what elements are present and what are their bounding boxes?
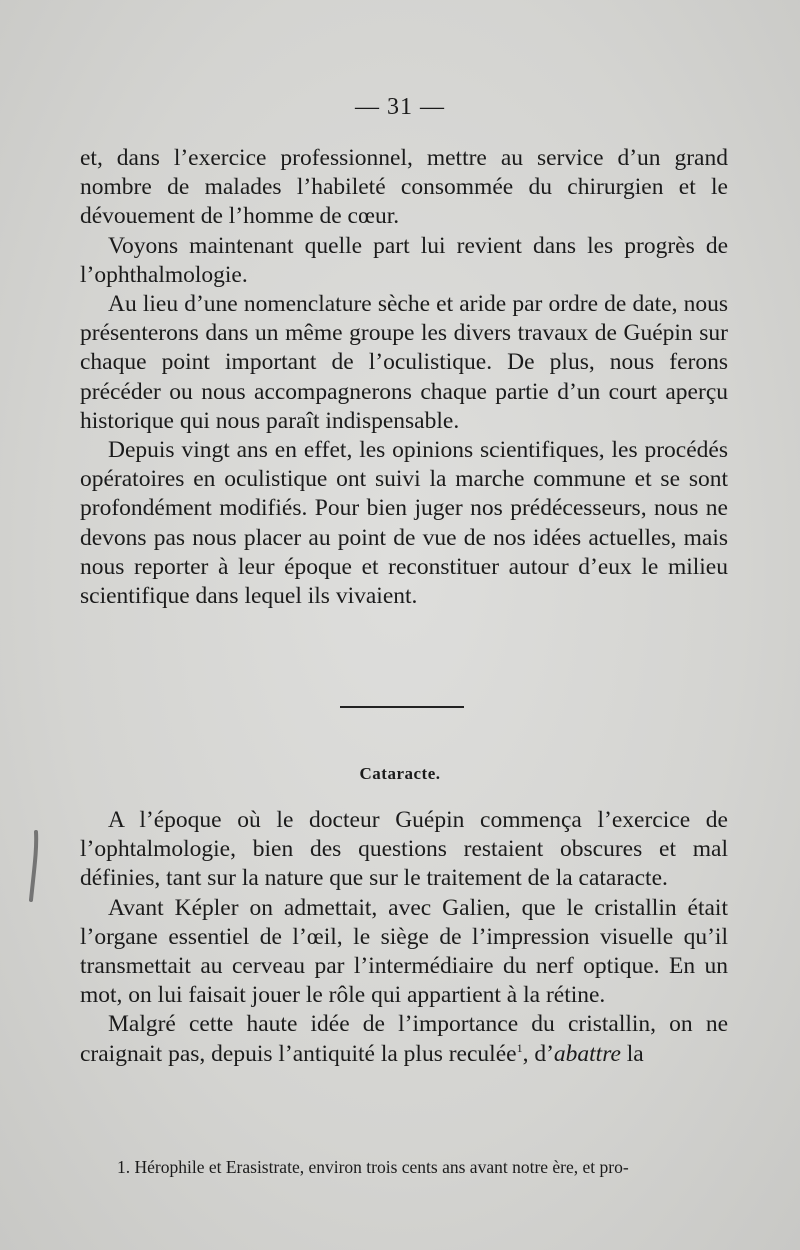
- text-run: Malgré cette haute idée de l’importance du cristallin, on ne craignait pas, depuis l’antiquité la plus reculée: [80, 1011, 728, 1067]
- paragraph: A l’époque où le docteur Guépin commença l’exercice de l’ophtalmologie, bien des questions restaient obscures et mal définies, tant sur la nature que sur le traitement de la cataracte.: [80, 807, 728, 892]
- page-number: — 31 —: [355, 94, 445, 120]
- text-run: , d’: [522, 1040, 554, 1067]
- text-block-bottom: [80, 806, 728, 1069]
- paragraph: Au lieu d’une nomenclature sèche et aride par ordre de date, nous présenterons dans un même groupe les divers travaux de Guépin sur chaque point important de l’oculistique. De plus, nous ferons précéder ou nous accompagnerons chaque partie d’un court aperçu historique qui nous paraît indispensable.: [80, 291, 728, 434]
- paragraph: Voyons maintenant quelle part lui revient dans les progrès de l’ophthalmologie.: [80, 232, 728, 288]
- text-block-top: [80, 144, 728, 611]
- footnote-reference: 1: [516, 1040, 523, 1055]
- footnote: 1. Hérophile et Erasistrate, environ trois cents ans avant notre ère, et pro-: [117, 1157, 629, 1177]
- section-title: Cataracte.: [359, 764, 441, 783]
- section-divider: [340, 706, 464, 708]
- italic-word: abattre: [553, 1040, 621, 1067]
- paragraph: Depuis vingt ans en effet, les opinions scientifiques, les procédés opératoires en oculistique ont suivi la marche commune et se sont profondément modifiés. Pour bien juger nos prédécesseurs, nous ne devons pas nous placer au point de vue de nos idées actuelles, mais nous reporter à leur époque et reconstituer autour d’eux le milieu scientifique dans lequel ils vivaient.: [80, 437, 728, 610]
- paragraph-last: [80, 1010, 728, 1068]
- paragraph: Avant Képler on admettait, avec Galien, que le cristallin était l’organe essentiel de l’œil, le siège de l’impression visuelle qu’il transmettait au cerveau par l’intermédiaire du nerf optique. En un mot, on lui faisait jouer le rôle qui appartient à la rétine.: [80, 894, 728, 1009]
- paragraph: et, dans l’exercice professionnel, mettre au service d’un grand nombre de malades l’habileté consommée du chirurgien et le dévouement de l’homme de cœur.: [80, 145, 728, 230]
- pencil-margin-mark: [28, 830, 40, 902]
- text-run: la: [620, 1040, 644, 1067]
